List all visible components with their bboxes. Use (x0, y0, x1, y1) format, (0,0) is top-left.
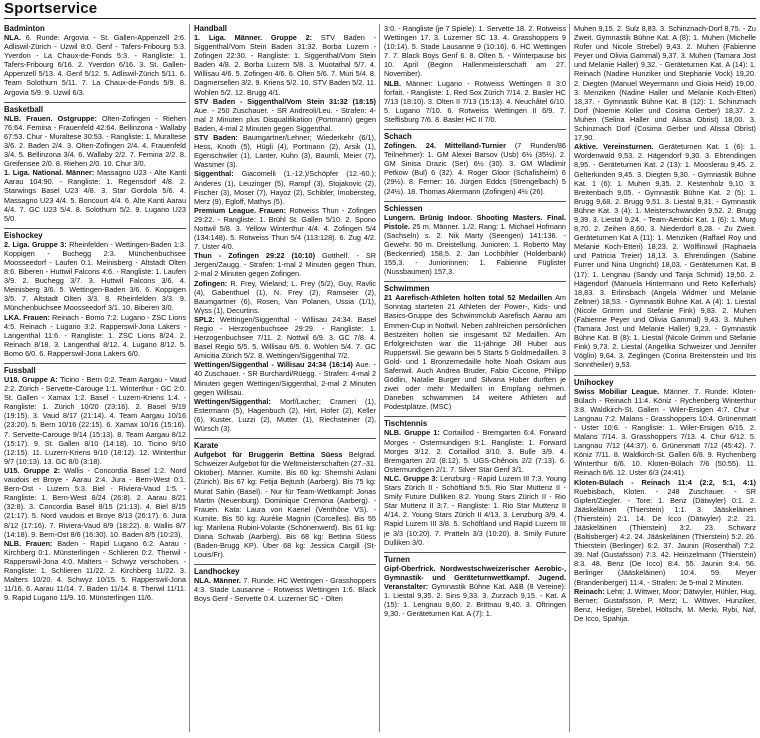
result-text: Giacomelli (1.-12.)/Schöpfer (12.-60.); Anderes (1), Leuzinger (5), Rampf (3), Stojakovic (2), Fischer (3), Moser (7), Hayoz (2), Schibler, Imobersteg, Merz (9), Egloff, Mathys (5). (194, 169, 376, 206)
sport-section (384, 129, 566, 196)
result-block (574, 24, 756, 142)
result-subheading: Aktive. Vereinsturnen. (574, 142, 654, 152)
result-text: Massagno U23 - Alte Kanti Aarau 104:90. - Rangliste: 1. Regensdorf 4/8. 2. Starwings Basel U23 4/8. 3. Star Gordola 5/6. 4. Massagno U23 4/4. 5. Boncourt 4/4. 6. Alte Kanti Aarau 4/4. 7. GC U23 5/4. 8. Solothurn 5/2. 9. Lugano U23 5/0. (4, 168, 186, 223)
result-subheading: U18. Gruppe A: (4, 375, 58, 384)
result-block (4, 313, 186, 358)
sport-heading: Basketball (4, 102, 186, 114)
result-text: (7 Runden/86 Teilnehmer): 1. GM Alexei Barsov (Usb) 6½ (35½). 2. GM Sinisa Drazic (Ser) 6½ (30). 3. GM Wladimir Petkow (Bul) 6 (32). 4. Roger Gloor (Schafisheim) 6 (29½). 8. Ferner: 16. Jürgen Eddcs (Strengelbach) 5 (24½). 18. Thomas Akermann (Zofingen) 4½ (26). (384, 141, 566, 196)
result-text: Gotthelf. - SR Jergen/Zaugg. - Strafen: 1-mal 2 Minuten gegen Thun, 2-mal 2 Minuten gegen Zofingen. (194, 251, 376, 279)
result-block (4, 539, 186, 603)
result-subheading: Wettingen/Siggenthal - Willisau 24:34 (16:14) (194, 360, 353, 370)
sport-heading: Eishockey (4, 228, 186, 240)
sport-section (4, 102, 186, 223)
result-subheading: Thun - Zofingen 29:22 (10:10) (194, 251, 316, 261)
result-subheading: 1. Liga. National. Männer: (4, 168, 95, 178)
result-subheading: STV Baden - Siggenthal/Vom Stein 31:32 (18:15) (194, 96, 376, 106)
result-subheading: 2. Liga. Gruppe 3: (4, 239, 67, 249)
result-text: Ruebisbach, Kloten. - 248 Zuschauer. - SR Gipfert/Ziegler. - Tore: 1. Benz (Dätwyler) 0:1. 2. Jääskeläinen (Thierstein) 1:1. 3. Jääskeläinen (Thierstein) 2:1. 14. De Icco (Dätwyler) 2:2. 21. Jääskeläinen (Thierstein) 3:2. 23. Schwarz (Baltisberger) 4:2. 24. Jääskeläinen (Thierstein) 5:2. 26. Thierstein (Berlinger) 6:2. 37. Jaunin (Rosenthal) 7:2. 39. Naf (Gustafsson) 7:3. 42. Heinzelmann (Thierstein) 8:3. 48. Benz (De Icco) 8:4. 55. Jaunin 9:4. 56. Berlinger (Jääskeläinen) 10:4. 59. Meyer (Brandenberger) 11:4. - Strafen: Je 5-mal 2 Minuten. (574, 486, 756, 587)
result-text: R. Frey, Wieland; L. Frey (5/2), Guy, Ravlic (4), Gabenthuel (1), N. Frey (2), Ramseier (2), Baumgartner (6), Rosen, Van Polanen, Ussia (1/1), Wyss (1), Decurtins. (194, 278, 376, 315)
result-subheading: STV Baden: (194, 133, 238, 143)
result-block (574, 478, 756, 587)
results-columns (4, 24, 760, 736)
result-text: Aue. - 40 Zuschauer. - SR Burchardi/Rüegg. - Strafen: 4-mal 2 Minuten gegen Wettingen/Siggenthal, 2-mal 2 Minuten gegen Willisau. (194, 360, 376, 397)
result-block (194, 279, 376, 315)
result-text: Baumgartner/Lehner; Wiederkehr (6/1), Hess, Knoth (5), Hügli (4), Portmann (2), Arsik (1), Egenschwiler (1), Lanter, Kuhn (3), Baumli, Meier (7), Wassmer (3). (194, 133, 376, 170)
result-block (194, 315, 376, 360)
result-text: Olten-Zofingen - Riehen 76:64. Femina - Frauenfeld 42:64. Bellinzona - Wallaby 67:53. Chur - Muraltese 30:53. - Rangliste: 1. Muraltese 3/6. 2. Baden 2/4. 3. Olten-Zofingen 2/4. 4. Frauenfeld 3/4. 5. Bellinzona 3/4. 6. Wallaby 2/2. 7. Femina 2/2. 8. Greifensee 2/0. 8. Riehen 2/0. 10. Chur 3/0. (4, 113, 186, 169)
result-text: 3:0. - Rangliste (je 7 Spiele): 1. Servette 18. 2. Rotweiss Wettingen 17. 3. Luzerner SC 13. 4. Grasshoppers 9 (10:14). 5. Stade Lausanne 9 (10:16). 6. HC Wettingen 7. 7. Black Boys Genf 6. 8. Olten 5. - Winterpause bis 10. April (Beginn Hallenmeisterschaft am 27. November). (384, 24, 566, 79)
sport-heading: Tischtennis (384, 416, 566, 428)
result-subheading: Kloten-Bülach - Reinach 11:4 (2:2, 5:1, 4:1) (574, 477, 756, 487)
result-subheading: 1. Liga. Männer. Gruppe 2: (194, 33, 313, 42)
result-text: Rheinfelden - Wettingen-Baden 1:3. Koppigen - Buchegg 2:3. Münchenbuchsee Moosseedorf - Laufen 0:1. Meinisberg - Altstadt Olten 8:6. Biberen - Huttwil Falcons 4:6. - Rangliste: 1. Laufen 3/9. 2. Buchegg 3/7. 3. Huttwil Falcons 3/6. 4. Meinisberg 3/6. 5. Wettingen-Baden 3/6. 6. Koppigen 3/5. 7. Altstadt Olten 3/3. 8. Rheinfelden 3/3. 9. Münchenbuchsee Moosseedorf 3/1. 10. Biberen 3/0. (4, 239, 186, 313)
sport-heading: Landhockey (194, 564, 376, 576)
result-block (4, 240, 186, 313)
result-text: Gymnastik Bühne Kat. A&B (8 Vereine): 1. Liestal 9,35. 2. Sins 9,33. 3. Zurzach 9,15. - Kat. A (15): 1. Lengnau 9,60. 2. Brittnau 9,40. 3. Oftringen 9,30. - Geräteturnen Kat. A (7): 1. (384, 581, 566, 619)
result-subheading: Premium League. Frauen: (194, 205, 287, 215)
result-block (384, 428, 566, 473)
result-subheading: NLA. (4, 33, 22, 42)
column-3 (384, 24, 566, 736)
result-text: 6. Runde: Argovia - St. Gallen-Appenzell 2:6. Adliswil-Zürich - Uzwil 8:0. Genf - Tafers-Fribourg 5:3. Yverdon - La Chaux-de-Fonds 5:3. - Rangliste: 1. Tafers-Fribourg 6/16. 2. Yverdon 6/16. 3. St. Gallen-Appenzell 5/13. 4. Genf 5/12. 5. Adliswil-Zürich 5/11. 6. Team Solothurn 5/11. 7. La Chaux-de-Fonds 5/9. 8. Argovia 5/9. 9. Uzwil 6/3. (4, 33, 186, 97)
result-text: Morf/Lacher; Crameri (1), Estermann (5), Hagenbuch (2), Hirt, Hofer (2), Keller (6), Kuster, Luzzi (2), Mutter (1), Riechsteiner (2), Würsch (3). (194, 396, 376, 434)
result-text: Geräteturnen Kat. 1 (6): 1. Wordenwald 9,53. 2. Hägendorf 9,30. 3. Ehrendingen 8,95. - Geräteturnen Kat. 2 (13): 1. Mooslerau 9,45. 2. Gelterkinden 9,45. 3. Diegten 9,30. - Gymnastik Bühne Kat. 1 (6): 1. Muhen 9,35. 2. Kestenholz 9,10. 3. Breitenbach 9,05. - Gymnastik Bühne Kat. 2 (5): 1. Brugg 9,68. 2. Brugg 9,51. 3. Liestal 9,31. - Gymnastik Bühne Kat. 3 (4): 1. Meisterschwanden 9,52. 2. Brugg 9,39. 3. Liestal 9,24. - Team-Aerobic Kat. 1 (6): 1. Murg 8,70. 2. Zeihen 8,60. 3. Niederdorf 8,28. - Zu Zweit. Geräteturnen Kat A (11): 1. Menziken (Raffael Roy und Melanie Koch-Etteri) 18,23. 2. Wölflinswil (Raphaela und Patricia Treier) 18,13. 3. Ehrendingen (Sabine Furrer und Nina Ungricht) 18,03. - Geräteturnen Kat. B (17): 1. Lengnau (Sandy und Tanja Schmid) 19,50. 2. Hägendorf (Manuela Hintermann und Reto Kellerhals) 18,83. 3. Erlinsbach (Angela Widmer und Melanie Zeltner) 18,53. - Gymnastik Bühne Kat. A (4): 1. Liestal (Nicole Grimm und Stefanie Fink) 9,83. 2. Muhen (Fabienne Peyer und Olivia Gammal) 9,43. 3. Muhen (Tamara Jost und Melanie Haller) 9,23. - Gymnastik Bühne Kat. B (8): 1. Liestal (Nicole Grimm und Stefanie Fink) 9,73. 2. Liestal (Angelika Schweizer und Jennifer Vöglin) 9,64. 3. Zeglingen (Corina Breitenstein und Iris Sonntheiler) 9,53. (574, 142, 756, 370)
sport-heading: Schwimmen (384, 281, 566, 293)
result-subheading: Zofingen: (194, 278, 228, 288)
result-block (384, 24, 566, 79)
result-block (194, 397, 376, 433)
sport-section (384, 201, 566, 277)
result-block (384, 213, 566, 277)
result-block (384, 79, 566, 124)
result-text: Männer: Lugano - Rotweiss Wettingen II 3:0 forfait. - Rangliste: 1. Red Sox Zürich 7/14. 2. Basler HC 7/13 (18:10). 3. Olten II 7/13 (15:13). 4. Neuchâtel 6/10. 5. Lugano 7/10. 6. Rotweiss Wettingen II 6/9. 7. Steffisburg 7/6. 8. Basler HC II 7/0. (384, 78, 566, 124)
result-subheading: Zofingen. 24. Mittelland-Turnier (384, 141, 506, 151)
result-block (194, 33, 376, 97)
result-subheading: NLB. (384, 78, 402, 88)
result-block (384, 141, 566, 196)
result-block (194, 450, 376, 559)
result-subheading: Reinach: (574, 586, 605, 596)
result-subheading: 21 Aarefisch-Athleten holten total 52 Medaillen (384, 293, 553, 303)
column-4 (574, 24, 756, 736)
sport-section (384, 416, 566, 546)
result-text: Ticino - Bern 0:2. Team Aargau - Vaud 2:2. Zürich - Servette-Carouge 1:1. Winterthur - GC 2:0. St. Gallen - Xamax 1:2. Basel - Luzern-Kriens 1:4. - Rangliste: 1. Zürich 10/20 (23:16). 2. Basel 9/19 (19:15). 3. Vaud 8/17 (21:14). 4. Team Aargau 10/16 (23:20). 5. Bern 10/16 (22:15). 6. Xamax 10/16 (15:16). 7. Servette-Carouge 9/14 (15:13). 8. Team Aargau 8/12 (15:17). 9. St. Gallen 8/10 (14:18). 10. Ticino 9/10 (12:15). 11. Luzern-Kriens 9/10 (18:12). 12. Winterthur 9/7 (10:13). 13. GC 8/0 (3:18). (4, 375, 186, 466)
result-text: 25 m. Männer. 1./2. Rang: 1. Michael Hofmann (Sachseln) s. 2. Nik Marty (Seengen) 141:136. - Gewehr. 50 m. Dreistellung. Junioren: 1. Roberto May (Beckenried) 158,5. 2. Jan Lochbihler (Holderbank) 155,3. - Juniorinnen: 1. Fabienne Füglister (Nussbaumen) 157,3. (384, 221, 566, 277)
column-1 (4, 24, 186, 736)
result-subheading: Wettingen/Siggenthal: (194, 396, 271, 406)
sport-heading: Turnen (384, 552, 566, 564)
page-title: Sportservice (4, 0, 98, 17)
column-2 (194, 24, 376, 736)
result-block (194, 576, 376, 603)
result-subheading: NLB. Frauen. Ostgruppe: (4, 113, 97, 123)
result-block (4, 466, 186, 539)
result-text: Muhen 9,15. 2. Sulz 8,83. 3. Schinznach-Dorf 8,75. - Zu Zweit. Gymnastik Bühne Kat. A (8): 1. Muhen (Michelle Rufer und Nicole Strebel) 9,43. 2. Muhen (Fabienne Peyer und Olivia Gammal) 9,37. 3. Muhen (Tamara Jost und Melanie Haller) 9,32. - Geräteturnen Kat. A (14): 1. Reinach (Nadine Hunziker und Stephanie Vock) 19,20. 2. Diegten (Manuel Weyermann und Gioia Heid) 19,00. 3. Menziken (Nadine Haller und Melanie Koch-Etteri) 18,37. - Gymnastik Bühne Kat. B (12): 1. Schinznach Dorf (Noemie Koller und Cosima Gerber) 18,37. 2. Muhen (Selina Haller und Alissa Obrist) 18,00. 3. Schinznach Dorf (Cosima Gerber und Alissa Obrist) 17,90. (574, 24, 756, 143)
sport-section (384, 552, 566, 619)
result-block (384, 564, 566, 619)
result-block (4, 168, 186, 223)
result-subheading: Gipf-Oberfrick. Nordwestschweizerischer Aerobic-, Gymnastik- und Geräteturnwettkampf. Jugend. Veranstalter: (384, 563, 566, 591)
sport-section (574, 375, 756, 623)
result-text: Reinach - Bomo 7:2. Lugano - ZSC Lions 4:5. Reinach - Lugano 3:2. Rapperswil-Jona Lakers - Langenthal 11:6. - Rangliste: 1. ZSC Lions 8/24. 2. Reinach 8/18. 3. Langenthal 8/12. 4. Lugano 8/12. 5. Bomo 6/0. 6. Rapperswil-Jona Lakers 6/0. (4, 312, 186, 358)
result-block (384, 293, 566, 411)
result-block (4, 375, 186, 466)
result-block (194, 169, 376, 205)
sport-section (194, 438, 376, 559)
result-text: Wettingen/Siggenthal - Willisau 24:34. Basel Regio - Herzogenbuchsee 29:29. - Rangliste: 1. Herzogenbuchsee 7/11. 2. Nottwil 6/9. 3. GC 7/8. 4. Basel Regio 5/5. 5. Willisau 6/5. 6. Wohlen 5/4. 7. GC Amicitia Zürich 5/2. 8. Wettingen/Siggenthal 7/2. (194, 314, 376, 361)
result-block (574, 587, 756, 623)
sport-section (4, 228, 186, 358)
result-text: Baden - Rapid Lugano 6:2. Aarau - Kirchberg 0:1. Münsterlingen - Schlieren 0:2. Therwil - Rapperswil-Jona 4:0. Malters - Schwyz verschoben. - Rangliste: 1. Schlieren 11/22. 2. Kirchberg 11/22. 3. Malters 10/20. 4. Schwyz 10/15. 5. Rapperswil-Jona 11/16. 6. Aarau 11/14. 7. Baden 11/14. 8. Therwil 11/11. 9. Rapid Lugano 11/9. 10. Münsterlingen 11/6. (4, 538, 186, 603)
result-block (574, 142, 756, 369)
sport-heading: Karate (194, 438, 376, 450)
sport-heading: Fussball (4, 363, 186, 375)
result-subheading: Lungern. Brünig Indoor. Shooting Masters. Final. Pistole. (384, 212, 566, 231)
page-header (4, 0, 756, 19)
result-block (574, 387, 756, 478)
result-subheading: Aufgebot für Bruggerin Bettina Süess (194, 450, 343, 460)
result-text: Rotweiss Thun - Zofingen 29:22. - Rangliste: 1. Brühl St. Gallen 5/10. 2. Spono Nottwil 5/8. 3. Yellow Winterthur 4/4. 4. Zofingen 5/4 (134:148). 5. Rotweiss Thun 5/4 (113:128). 6. Zug 4/2. 7. Uster 4/0. (194, 205, 376, 252)
result-subheading: Swiss Mobiliar League. (574, 386, 660, 396)
result-subheading: Siggenthal: (194, 169, 234, 179)
result-block (4, 114, 186, 169)
result-text: Belgrad. Schweizer Aufgebot für die Weltmeisterschaften (27.-31. Oktober). Männer. Kumite. Bis 60 kg: Shemshi Aslani (Zürich). Bis 67 kg: Fetija Bejtush (Aarberg). Bis 75 kg: Murat Sahin (Basel). - Nur für Team-Wettkampf: Jonas Martin (Neuenburg). Dominique Cremona (Aarberg). - Frauen. Kata: Laura von Kaenel (Venthône VS). - Kumite. Bis 50 kg: Aurélie Magnin (Corcelles). Bis 55 kg: Marilena Rubini-Volante (Schönenwerd). Bis 61 kg: Diana Schwab (Aarberg). Bis 68 kg: Bettina Süess (Baden-Brugg KP). Über 68 kg: Jessica Cargill (St-Louis/Fr). (194, 450, 376, 560)
sport-section (574, 24, 756, 370)
result-block (194, 206, 376, 251)
result-block (194, 251, 376, 278)
result-text: Aue. - 250 Zuschauer. - SR Andreoli/Leu. - Strafen: 4-mal 2 Minuten plus Disqualifikation (Portmann) gegen Baden, 4-mal 2 Minuten gegen Siggenthal. (194, 105, 376, 133)
sport-section (384, 281, 566, 411)
sport-heading: Schach (384, 129, 566, 141)
result-subheading: NLB. Gruppe 1: (384, 428, 440, 438)
sport-section (194, 564, 376, 603)
result-subheading: NLB. Frauen: (4, 538, 53, 548)
result-subheading: NLA. Männer. (194, 576, 241, 586)
result-text: Lehti; J. Wittwer, Moor; Dätwyler, Hühler, Hug, Berner; Gustafsson, P. Merz; L. Wittwer, Hunziker, Benz, Hediger, Strebel, Höltschi, M. Merki, Rybi, Naf, De Icco, Spahija. (574, 586, 756, 623)
result-block (4, 33, 186, 97)
result-block (194, 133, 376, 169)
sport-section (4, 24, 186, 97)
result-subheading: LKA. Frauen: (4, 312, 50, 322)
result-block (384, 474, 566, 547)
result-block (194, 97, 376, 133)
result-subheading: U15. Gruppe 2: (4, 465, 61, 475)
result-text: Wallis - Concordia Basel 1:2. Nord vaudois et Broye - Aarau 2:4. Jura - Bern-West 0:1. Bern-Ost - Luzern 5:3. Biel - Riviera-Vaud 1:5. - Rangliste: 1. Bern-West 8/24 (26:8). 2. Aarau 8/21 (32:8). 3. Concordia Basel 8/15 (21:13). 4. Biel 8/15 (21:17). 5. Nord vaudois et Broye 8/13 (26:17). 6. Jura 8/12 (17:16). 7. Riviera-Vaud 8/9 (18:22). 8. Wallis 8/7 (14:18). 9. Bern-Ost 8/6 (16:30). 10. Baden 8/5 (10:23). (4, 465, 186, 539)
sport-section (4, 363, 186, 602)
sport-heading: Handball (194, 24, 227, 33)
sport-heading: Badminton (4, 24, 45, 33)
result-block (194, 360, 376, 396)
result-text: Lenzburg - Rapid Luzern III 7:3. Young Stars Zürich II - Schöftland 5:5. Rio Star Muttenz II - Smily Future Dulliken 8:2. Young Stars Zürich II - Rio Star Muttenz II 3:7. - Rangliste: 1. Rio Star Muttenz II 4/14. 2. Young Stars Zürich II 4/13. 3. Lenzburg 3/9. 4. Rapid Luzern III 3/8. 5. Schöftland und Rapid Luzern III je 3/3 (10:20). 7. Pratteln 3/3 (10:20). 8. Smily Future Dulliken 3/0. (384, 473, 566, 547)
result-subheading: SPL2: (194, 314, 215, 324)
sport-section (384, 24, 566, 124)
result-text: Cortaillod - Bremgarten 6:4. Forward Morges - Ostermundigen 9:1. Rangliste: 1. Forward Morges 3/12. 2. Cortaillod 3/10. 3. Bulle 3/9. 4. Bremgarten 2/2 (8:12). 5. UGS-Chênois 2/2 (7:13). 6. Ostermundigen 2/1. 7. Silver Star Genf 3/1. (384, 428, 566, 474)
result-subheading: NLC. Gruppe 3: (384, 473, 438, 483)
result-text: Männer. 7. Runde: Kloten-Bülach - Reinach 11:4. Köniz - Rychenberg Winterthur 3:8. Waldkirch-St. Gallen - Wiler-Ersigen 4:7. Chur - Langnau 7:2. Malans - Grasshoppers 10:4. Grünenmatt - Uster 10:6. - Rangliste: 1. Wiler-Ersigen 6/15. 2. Malans 7/14. 3. Grasshoppers 7/13. 4. Chur 6/12. 5. Langnau 7/12 (44:37). 6. Grünenmatt 7/12 (45:42). 7. Köniz 7/11. 8. Waldkirch-St. Gallen 6/8. 9. Rychenberg Winterthur 6/6. 10. Kloten-Bülach 7/6 (50:55). 11. Reinach 6/6. 12. Uster 6/3 (24:41). (574, 386, 756, 478)
sport-heading: Unihockey (574, 375, 756, 387)
result-text: STV Baden - Siggenthal/Vom Stein Baden 31:32. Borba Luzern - Zofingen 22:30. - Rangliste: 1. Siggenthal/Vom Stein Baden 4/8. 2. Borba Luzern 5/8. 3. Muotathal 5/7. 4. Willisau 4/6. 5. Zofingen 4/6. 6. Olten 5/6. 7. Muri 5/4. 8. Dagmersellen 3/2. 9. Kriens 5/2. 10. STV Baden 5/2. 11. Wohlen 5/2. 12. Brugg 4/1. (194, 33, 376, 97)
sport-section (194, 24, 376, 433)
result-text: Am Sonntag starteten 21 Athleten der Power-, Kids- und Basics-Gruppe des Schwimmclub Aarefisch Aarau am Emmen-Cup in Nottwil. Neben zahlreichen persönlichen Bestzeiten holten sie insgesamt 52 Medaillen. Am Erfolgreichsten war die 11-jährige Jill Huber aus Rupperswil. Sie gewann bei 5 Starts 5 Goldmedaillen. 3 Gold- und 1 Bronzemedaille holte Noah Oskam aus Safenwil. Auch Andrea Bruder, Fabio Ciccone, Philipp Gödlin, Natalie Burger und Silvana Huber durften je zwei oder mehr Medaillen in Empfang nehmen. Daneben schwammen 14 weitere Athleten auf Podestplätze. (MSC) (384, 293, 566, 412)
sport-heading: Schiessen (384, 201, 566, 213)
result-text: 7. Runde: HC Wettingen - Grasshoppers 4:3. Stade Lausanne - Rotweiss Wettingen 1:6. Black Boys Genf - Servette 0:4. Luzerner SC - Olten (194, 576, 376, 604)
